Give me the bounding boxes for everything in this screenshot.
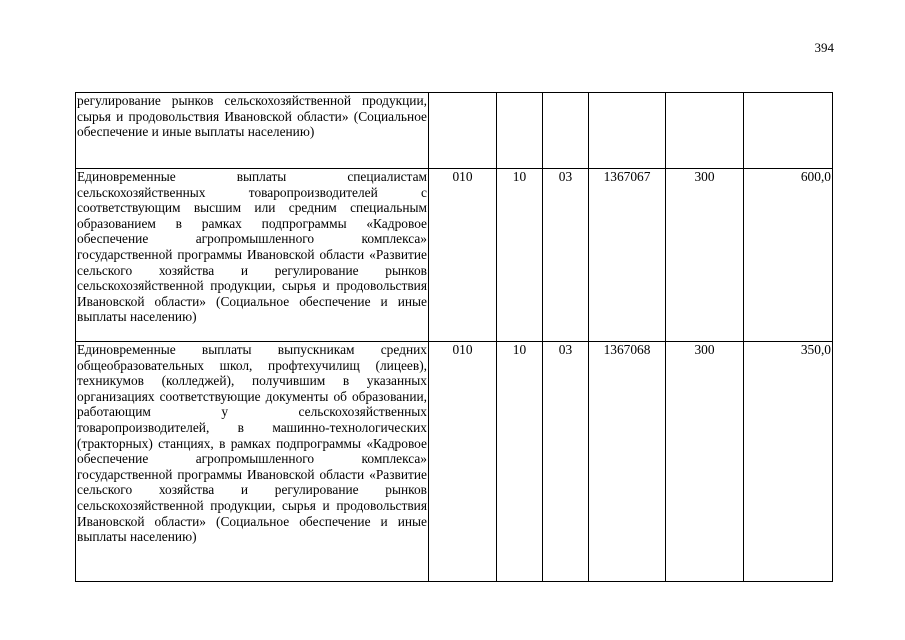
table-row (76, 169, 833, 342)
target-code (589, 93, 666, 169)
amount-value: 350,0 (744, 342, 833, 582)
section-code (497, 93, 543, 169)
subsection-code: 03 (543, 342, 589, 582)
row-description: Единовременные выплаты специалистам сельскохозяйственных товаропроизводителей с соответствующим высшим или средним специальным образованием в рамках подпрограммы «Кадровое обеспечение агропромышленного комплекса» государственной программы Ивановской области «Развитие сельского хозяйства и регулирование рынков сельскохозяйственной продукции, сырья и продовольствия Ивановской области» (Социальное обеспечение и иные выплаты населению) (76, 169, 429, 342)
ministry-code: 010 (429, 169, 497, 342)
subsection-code (543, 93, 589, 169)
expense-type-code: 300 (666, 169, 744, 342)
amount-value (744, 93, 833, 169)
amount-value: 600,0 (744, 169, 833, 342)
page-number: 394 (814, 40, 834, 55)
section-code: 10 (497, 169, 543, 342)
row-description: Единовременные выплаты выпускникам средних общеобразовательных школ, профтехучилищ (лицеев), техникумов (колледжей), получившим в указанных организациях соответствующие документы об образовании, работающим у сельскохозяйственных товаропроизводителей, в машинно-технологических (тракторных) станциях, в рамках подпрограммы «Кадровое обеспечение агропромышленного комплекса» государственной программы Ивановской области «Развитие сельского хозяйства и регулирование рынков сельскохозяйственной продукции, сырья и продовольствия Ивановской области» (Социальное обеспечение и иные выплаты населению) (76, 342, 429, 582)
table-row (76, 93, 833, 169)
expense-type-code (666, 93, 744, 169)
target-code: 1367067 (589, 169, 666, 342)
section-code: 10 (497, 342, 543, 582)
table-row (76, 342, 833, 582)
ministry-code: 010 (429, 342, 497, 582)
expense-type-code: 300 (666, 342, 744, 582)
ministry-code (429, 93, 497, 169)
budget-table (75, 92, 833, 582)
target-code: 1367068 (589, 342, 666, 582)
row-description: регулирование рынков сельскохозяйственной продукции, сырья и продовольствия Ивановской области» (Социальное обеспечение и иные выплаты населению) (76, 93, 429, 169)
subsection-code: 03 (543, 169, 589, 342)
